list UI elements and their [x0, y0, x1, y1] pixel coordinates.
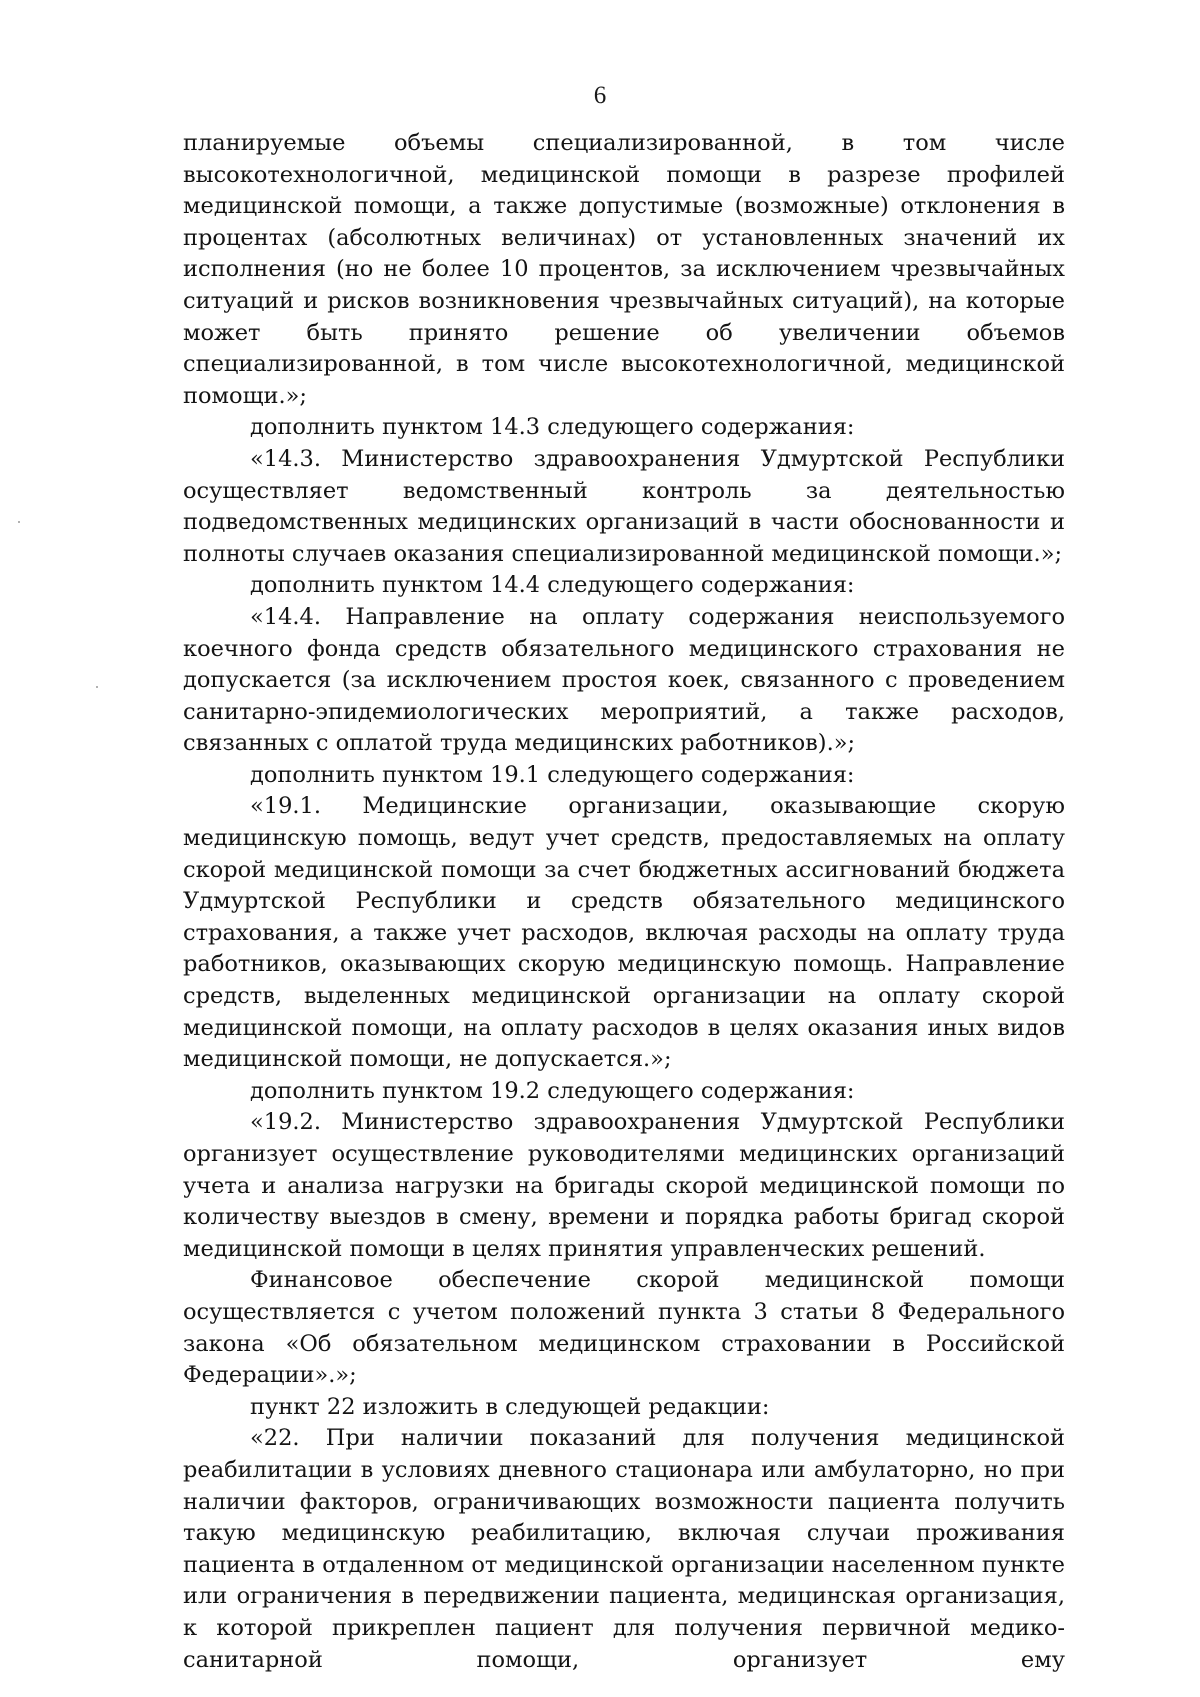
paragraph-clause-19-2-financing: Финансовое обеспечение скорой медицинской помощи осуществляется с учетом положений пункта 3 статьи 8 Федерального закона «Об обязательном медицинском страховании в Российской Федерации».»; — [183, 1267, 1065, 1389]
paragraph-amend-22-intro: пункт 22 изложить в следующей редакции: — [250, 1393, 770, 1420]
paragraph-amend-14-3-intro: дополнить пунктом 14.3 следующего содержания: — [250, 414, 855, 441]
paragraph-clause-14-3: «14.3. Министерство здравоохранения Удмуртской Республики осуществляет ведомственный контроль за деятельностью подведомственных медицинских организаций в части обоснованности и полноты случаев оказания специализированной медицинской помощи.»; — [183, 445, 1065, 567]
paragraph-amend-19-2-intro: дополнить пунктом 19.2 следующего содержания: — [250, 1077, 855, 1104]
paragraph-continuation: планируемые объемы специализированной, в том числе высокотехнологичной, медицинской помощи в разрезе профилей медицинской помощи, а также допустимые (возможные) отклонения в процентах (абсолютных величинах) от установленных значений их исполнения (но не более 10 процентов, за исключением чрезвычайных ситуаций и рисков возникновения чрезвычайных ситуаций), на которые может быть принято решение об увеличении объемов специализированной, в том числе высокотехнологичной, медицинской помощи.»; — [183, 130, 1065, 409]
paragraph-clause-19-1: «19.1. Медицинские организации, оказывающие скорую медицинскую помощь, ведут учет средств, предоставляемых на оплату скорой медицинской помощи за счет бюджетных ассигнований бюджета Удмуртской Республики и средств обязательного медицинского страхования, а также учет расходов, включая расходы на оплату труда работников, оказывающих скорую медицинскую помощь. Направление средств, выделенных медицинской организации на оплату скорой медицинской помощи, на оплату расходов в целях оказания иных видов медицинской помощи, не допускается.»; — [183, 793, 1065, 1073]
page-number: 6 — [593, 82, 607, 109]
scan-speck — [18, 521, 20, 523]
paragraph-clause-19-2: «19.2. Министерство здравоохранения Удмуртской Республики организует осуществление руководителями медицинских организаций учета и анализа нагрузки на бригады скорой медицинской помощи по количеству выездов в смену, времени и порядка работы бригад скорой медицинской помощи в целях принятия управленческих решений. — [183, 1109, 1065, 1262]
paragraph-amend-14-4-intro: дополнить пунктом 14.4 следующего содержания: — [250, 572, 855, 599]
paragraph-clause-14-4: «14.4. Направление на оплату содержания неиспользуемого коечного фонда средств обязательного медицинского страхования не допускается (за исключением простоя коек, связанного с проведением санитарно-эпидемиологических мероприятий, а также расходов, связанных с оплатой труда медицинских работников).»; — [183, 603, 1065, 757]
scan-speck — [96, 686, 98, 688]
document-body — [183, 128, 1065, 1676]
paragraph-clause-22: «22. При наличии показаний для получения медицинской реабилитации в условиях дневного стационара или амбулаторно, но при наличии факторов, ограничивающих возможности пациента получить такую медицинскую реабилитацию, включая случаи проживания пациента в отдаленном от медицинской организации населенном пункте или ограничения в передвижении пациента, медицинская организация, к которой прикреплен пациент для получения первичной медико-санитарной помощи, организует ему — [183, 1425, 1065, 1673]
paragraph-amend-19-1-intro: дополнить пунктом 19.1 следующего содержания: — [250, 761, 855, 788]
